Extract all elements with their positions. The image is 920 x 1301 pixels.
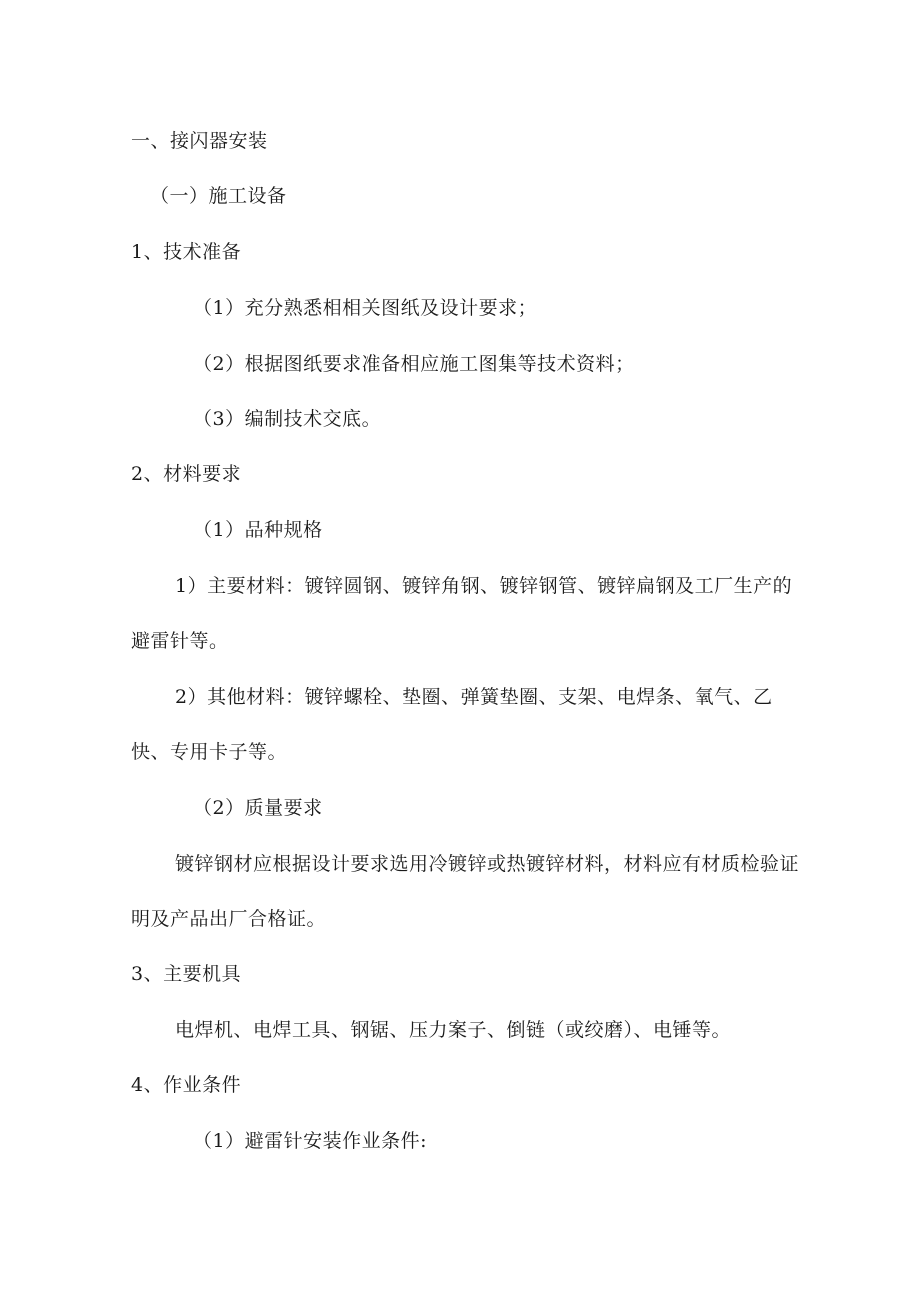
item-working-conditions: 4、作业条件 <box>131 1074 242 1096</box>
heading-lightning-receptor-installation: 一、接闪器安装 <box>131 130 268 152</box>
main-tools-text: 电焊机、电焊工具、钢锯、压力案子、倒链（或绞磨）、电锤等。 <box>175 1019 732 1041</box>
main-materials-line-1: 1）主要材料：镀锌圆钢、镀锌角钢、镀锌钢管、镀锌扁钢及工厂生产的 <box>175 575 793 597</box>
sub-item-technical-briefing: （3）编制技术交底。 <box>193 408 382 430</box>
item-material-requirements: 2、材料要求 <box>131 463 242 485</box>
sub-item-lightning-rod-conditions: （1）避雷针安装作业条件: <box>193 1130 427 1152</box>
main-materials-line-2: 避雷针等。 <box>131 630 229 652</box>
other-materials-line-2: 快、专用卡子等。 <box>131 741 288 763</box>
section-construction-equipment: （一）施工设备 <box>150 185 287 207</box>
sub-item-quality-requirements: （2）质量要求 <box>193 797 323 819</box>
quality-text-line-2: 明及产品出厂合格证。 <box>131 908 327 930</box>
sub-item-prepare-atlas: （2）根据图纸要求准备相应施工图集等技术资料； <box>193 353 635 375</box>
sub-item-varieties-specifications: （1）品种规格 <box>193 519 323 541</box>
other-materials-line-1: 2）其他材料：镀锌螺栓、垫圈、弹簧垫圈、支架、电焊条、氧气、乙 <box>175 686 773 708</box>
quality-text-line-1: 镀锌钢材应根据设计要求选用冷镀锌或热镀锌材料，材料应有材质检验证 <box>175 853 800 875</box>
item-technical-preparation: 1、技术准备 <box>131 241 242 263</box>
sub-item-drawings-familiarization: （1）充分熟悉相相关图纸及设计要求； <box>193 297 538 319</box>
item-main-tools: 3、主要机具 <box>131 963 242 985</box>
